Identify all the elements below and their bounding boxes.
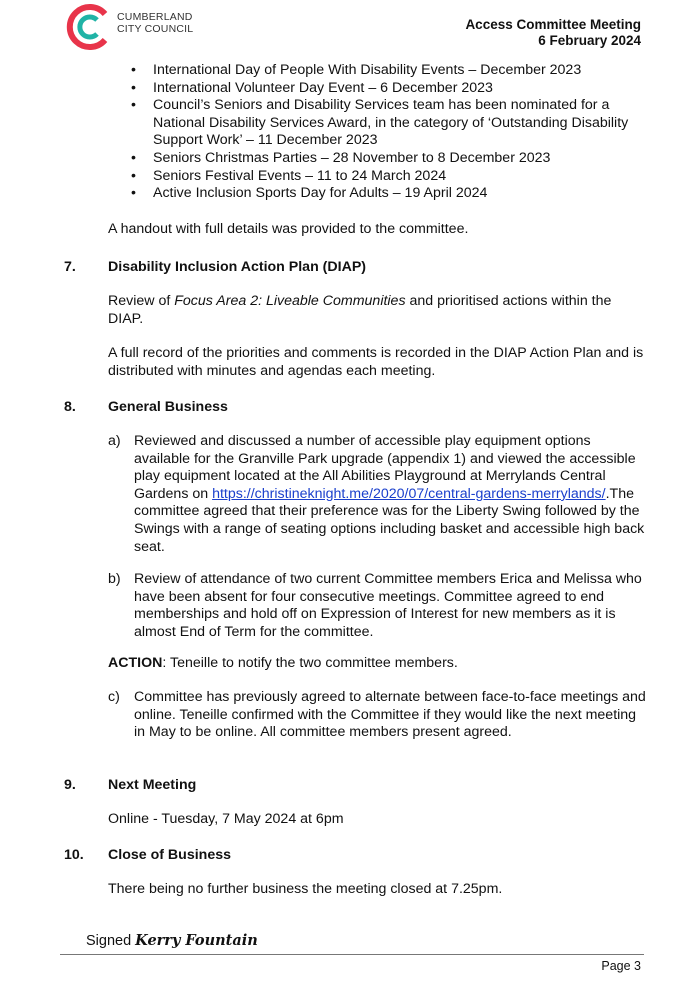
page-header bbox=[465, 17, 641, 49]
signature-line bbox=[86, 932, 258, 949]
event-item: • Council’s Seniors and Disability Services team has been nominated for a National Disability Services Award, in the category of ‘Outstanding Disability Support Work’ – 11 December 2023 bbox=[131, 97, 651, 150]
page-number: Page 3 bbox=[601, 959, 641, 973]
item-b-text: Review of attendance of two current Committee members Erica and Melissa who have been absent for four consecutive meetings. Committee agreed to end memberships and hold off on Expression of Interest for new members as it is almost End of Term for the committee. bbox=[134, 571, 642, 640]
section-9-title: Next Meeting bbox=[108, 777, 197, 793]
handout-note: A handout with full details was provided to the committee. bbox=[108, 221, 469, 237]
section-10-title: Close of Business bbox=[108, 847, 231, 863]
logo-line-2: CITY COUNCIL bbox=[117, 23, 194, 35]
section-7-title: Disability Inclusion Action Plan (DIAP) bbox=[108, 259, 367, 275]
review-post: and prioritised actions within the DIAP. bbox=[108, 293, 612, 327]
footer-divider bbox=[60, 954, 644, 955]
action-text: : Teneille to notify the two committee members. bbox=[162, 655, 458, 671]
action-line bbox=[108, 655, 648, 673]
logo-line-1: CUMBERLAND bbox=[117, 11, 193, 23]
council-name bbox=[117, 11, 193, 35]
item-a-text bbox=[134, 433, 646, 556]
signed-label: Signed bbox=[86, 933, 132, 949]
event-item: • Seniors Christmas Parties – 28 November to 8 December 2023 bbox=[131, 150, 651, 168]
event-item: • International Day of People With Disability Events – December 2023 bbox=[131, 62, 651, 80]
next-meeting-text: Online - Tuesday, 7 May 2024 at 6pm bbox=[108, 811, 344, 827]
item-b-label: b) bbox=[108, 571, 121, 587]
events-list bbox=[131, 62, 651, 203]
meeting-date: 6 February 2024 bbox=[538, 33, 641, 48]
close-text: There being no further business the meeting closed at 7.25pm. bbox=[108, 881, 503, 897]
cumberland-logo-icon bbox=[64, 2, 114, 52]
item-a-label: a) bbox=[108, 433, 121, 449]
item-c-label: c) bbox=[108, 689, 120, 705]
section-8-number: 8. bbox=[64, 399, 76, 415]
review-pre: Review of bbox=[108, 293, 175, 309]
item-a-pre: Reviewed and discussed a number of accessible play equipment options available for the Granville Park upgrade (appendix 1) and viewed the accessible play equipment located at the All Abilities Playground at Merrylands Central Gardens on bbox=[134, 433, 636, 502]
action-label: ACTION bbox=[108, 655, 163, 671]
event-item: • Active Inclusion Sports Day for Adults – 19 April 2024 bbox=[131, 185, 651, 203]
section-10-number: 10. bbox=[64, 847, 84, 863]
item-c-text: Committee has previously agreed to alternate between face-to-face meetings and online. Teneille confirmed with the Committee if they would like the next meeting in May to be online. All committee members present agreed. bbox=[134, 689, 646, 741]
item-a-post: .The committee agreed that their preference was for the Liberty Swing followed by the Swings with a range of seating options including basket and accessible high back seat. bbox=[134, 485, 645, 555]
focus-area: Focus Area 2: Liveable Communities bbox=[174, 293, 406, 309]
section-7-review bbox=[108, 293, 646, 328]
event-item: • International Volunteer Day Event – 6 December 2023 bbox=[131, 80, 651, 98]
playground-link[interactable]: https://christineknight.me/2020/07/central-gardens-merrylands/ bbox=[212, 485, 606, 502]
section-7-number: 7. bbox=[64, 259, 76, 275]
event-item: • Seniors Festival Events – 11 to 24 March 2024 bbox=[131, 168, 651, 186]
section-7-record: A full record of the priorities and comments is recorded in the DIAP Action Plan and is distributed with minutes and agendas each meeting. bbox=[108, 345, 644, 379]
section-9-number: 9. bbox=[64, 777, 76, 793]
meeting-title: Access Committee Meeting bbox=[465, 17, 641, 32]
signature-name: Kerry Fountain bbox=[135, 932, 258, 949]
section-8-title: General Business bbox=[108, 399, 228, 415]
